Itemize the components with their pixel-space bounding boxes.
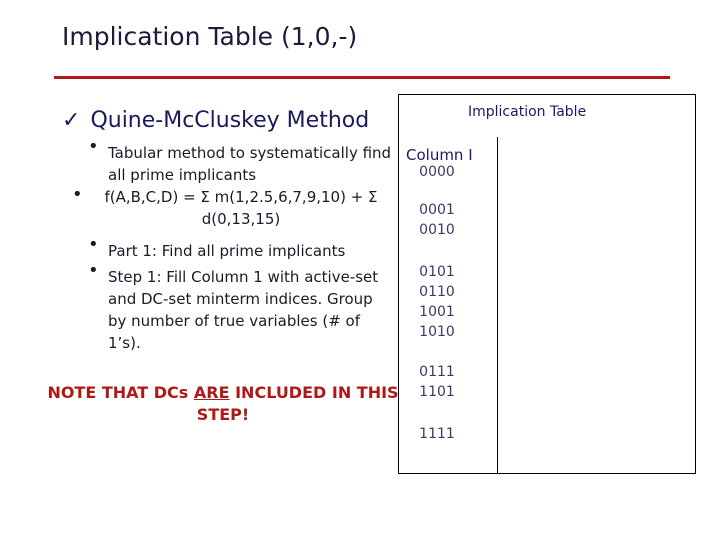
minterm-cell: 0101 (419, 264, 455, 280)
bullet-dot-icon: • (72, 184, 83, 205)
section-heading-text: Quine-McCluskey Method (90, 108, 370, 133)
minterm-cell: 1010 (419, 324, 455, 340)
bullet-item (72, 184, 386, 230)
bullet-text: f(A,B,C,D) = Σ m(1,2.5,6,7,9,10) + Σ d(0,13,15) (104, 188, 378, 228)
slide-title: Implication Table (1,0,-) (62, 22, 358, 51)
minterm-cell: 1101 (419, 384, 455, 400)
bullet-text: Step 1: Fill Column 1 with active-set and DC-set minterm indices. Group by number of true variables (# of 1’s). (108, 268, 379, 352)
bullet-text: Part 1: Find all prime implicants (108, 242, 346, 260)
table-title: Implication Table (468, 104, 587, 120)
bullet-text: Tabular method to systematically find all prime implicants (108, 144, 392, 184)
note-emphasis: ARE (193, 383, 230, 402)
minterm-cell: 1001 (419, 304, 455, 320)
checkmark-icon: ✓ (62, 108, 81, 133)
minterm-cell: 0010 (419, 222, 455, 238)
bullet-dot-icon: • (88, 136, 99, 157)
section-heading (62, 108, 369, 133)
title-divider (54, 76, 670, 79)
note-text-start: NOTE THAT DCs (47, 383, 194, 402)
column-divider (497, 137, 498, 474)
note-text-end: INCLUDED IN THIS STEP! (196, 383, 399, 424)
minterm-cell: 0001 (419, 202, 455, 218)
bullet-dot-icon: • (88, 260, 99, 281)
minterm-cell: 0000 (419, 164, 455, 180)
bullet-item (88, 234, 393, 262)
bullet-item (88, 260, 388, 354)
minterm-cell: 1111 (419, 426, 455, 442)
minterm-cell: 0110 (419, 284, 455, 300)
minterm-cell: 0111 (419, 364, 455, 380)
dc-note (46, 382, 400, 426)
bullet-item (88, 136, 393, 186)
column-i-heading: Column I (406, 146, 473, 164)
bullet-dot-icon: • (88, 234, 99, 255)
